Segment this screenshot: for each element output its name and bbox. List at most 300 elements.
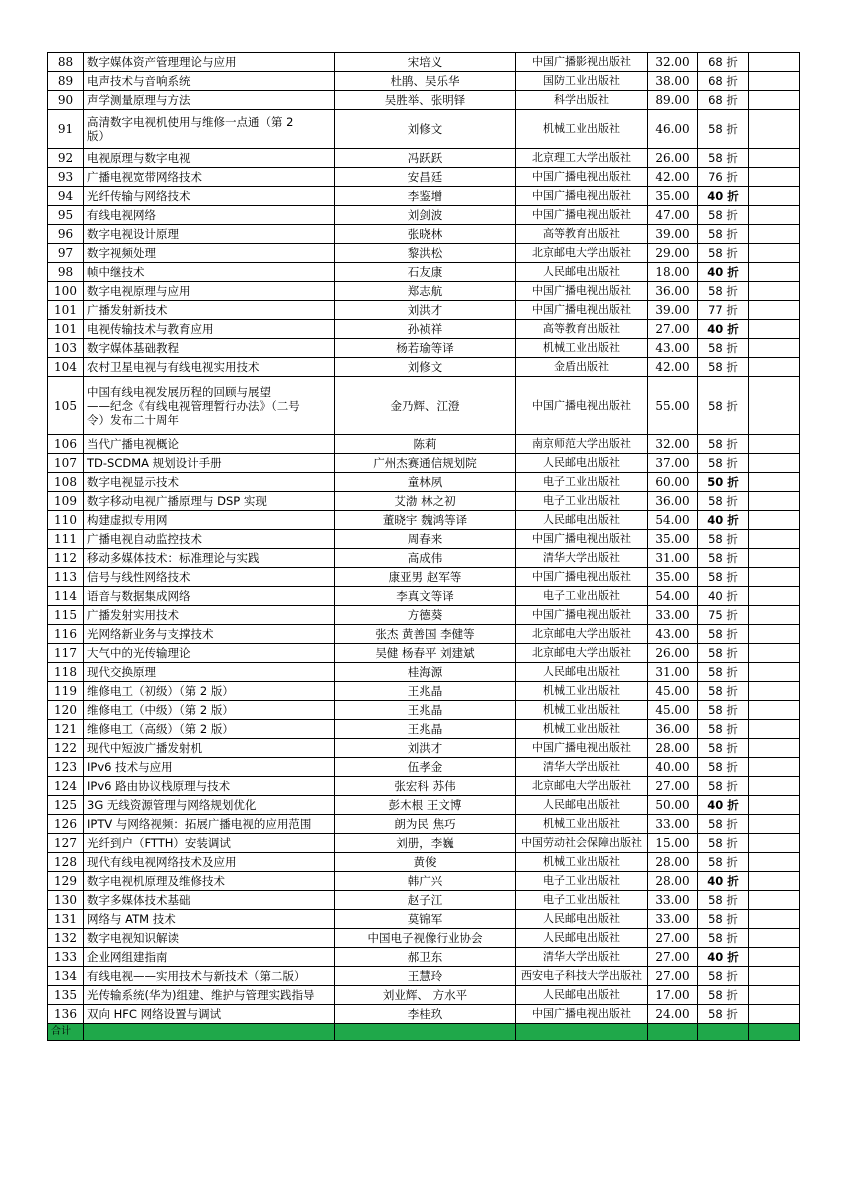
table-row — [48, 377, 800, 435]
book-title-line: 大气中的光传输理论 — [87, 646, 191, 660]
book-publisher: 人民邮电出版社 — [516, 910, 648, 929]
row-number: 128 — [48, 853, 84, 872]
book-publisher: 北京邮电大学出版社 — [516, 244, 648, 263]
book-price: 29.00 — [648, 244, 698, 263]
extra-cell — [749, 72, 800, 91]
book-author: 刘洪才 — [335, 301, 516, 320]
row-number: 133 — [48, 948, 84, 967]
table-row — [48, 244, 800, 263]
book-publisher: 电子工业出版社 — [516, 587, 648, 606]
book-title — [84, 891, 335, 910]
book-publisher: 人民邮电出版社 — [516, 454, 648, 473]
book-author: 赵子江 — [335, 891, 516, 910]
book-author: 黄俊 — [335, 853, 516, 872]
book-author: 刘修文 — [335, 110, 516, 149]
book-discount: 58 折 — [698, 339, 749, 358]
book-title — [84, 625, 335, 644]
book-title — [84, 435, 335, 454]
book-author: 冯跃跃 — [335, 149, 516, 168]
row-number: 98 — [48, 263, 84, 282]
book-title — [84, 872, 335, 891]
book-price: 26.00 — [648, 149, 698, 168]
book-price: 18.00 — [648, 263, 698, 282]
book-title-line: 现代有线电视网络技术及应用 — [87, 855, 237, 869]
table-row — [48, 263, 800, 282]
book-title — [84, 91, 335, 110]
book-title — [84, 206, 335, 225]
book-title-line: 网络与 ATM 技术 — [87, 912, 176, 926]
book-author: 高成伟 — [335, 549, 516, 568]
extra-cell — [749, 492, 800, 511]
row-number: 111 — [48, 530, 84, 549]
book-discount: 58 折 — [698, 377, 749, 435]
row-number: 116 — [48, 625, 84, 644]
book-title-line: 数字电视显示技术 — [87, 475, 179, 489]
extra-cell — [749, 777, 800, 796]
book-title-line: 声学测量原理与方法 — [87, 93, 191, 107]
book-title-line: 维修电工（高级）（第 2 版） — [87, 722, 234, 736]
extra-cell — [749, 168, 800, 187]
table-row — [48, 282, 800, 301]
book-discount: 58 折 — [698, 435, 749, 454]
book-price: 46.00 — [648, 110, 698, 149]
table-row — [48, 549, 800, 568]
extra-cell — [749, 891, 800, 910]
book-discount: 58 折 — [698, 454, 749, 473]
extra-cell — [749, 511, 800, 530]
book-discount: 58 折 — [698, 492, 749, 511]
extra-cell — [749, 568, 800, 587]
book-title-line: 光传输系统(华为)组建、维护与管理实践指导 — [87, 988, 315, 1002]
book-price: 27.00 — [648, 929, 698, 948]
table-row — [48, 929, 800, 948]
book-title — [84, 796, 335, 815]
table-row — [48, 339, 800, 358]
book-author: 刘洪才 — [335, 739, 516, 758]
book-price: 89.00 — [648, 91, 698, 110]
table-row — [48, 320, 800, 339]
book-price: 54.00 — [648, 511, 698, 530]
book-price: 36.00 — [648, 282, 698, 301]
book-publisher: 中国广播电视出版社 — [516, 377, 648, 435]
table-row — [48, 853, 800, 872]
book-title-line: 数字电视设计原理 — [87, 227, 179, 241]
table-body — [48, 53, 800, 1041]
book-title-line: 语音与数据集成网络 — [87, 589, 191, 603]
book-title — [84, 967, 335, 986]
book-title-line: 中国有线电视发展历程的回顾与展望 — [87, 384, 271, 399]
book-discount: 58 折 — [698, 739, 749, 758]
book-title — [84, 853, 335, 872]
book-publisher: 机械工业出版社 — [516, 701, 648, 720]
book-title-line: 维修电工（初级）（第 2 版） — [87, 684, 234, 698]
table-row — [48, 739, 800, 758]
extra-cell — [749, 796, 800, 815]
book-title — [84, 910, 335, 929]
book-price: 27.00 — [648, 967, 698, 986]
book-discount: 58 折 — [698, 815, 749, 834]
book-discount: 58 折 — [698, 853, 749, 872]
book-author: 彭木根 王文博 — [335, 796, 516, 815]
book-publisher: 中国广播影视出版社 — [516, 53, 648, 72]
total-label: 合计 — [48, 1024, 84, 1041]
book-title-line: IPv6 技术与应用 — [87, 760, 173, 774]
row-number: 119 — [48, 682, 84, 701]
book-author: 周春来 — [335, 530, 516, 549]
book-author: 王兆晶 — [335, 701, 516, 720]
book-title-line: 电声技术与音响系统 — [87, 74, 191, 88]
extra-cell — [749, 244, 800, 263]
extra-cell — [749, 206, 800, 225]
table-row — [48, 834, 800, 853]
row-number: 117 — [48, 644, 84, 663]
extra-cell — [749, 853, 800, 872]
book-discount: 40 折 — [698, 263, 749, 282]
table-row — [48, 986, 800, 1005]
book-title — [84, 149, 335, 168]
book-publisher: 中国广播电视出版社 — [516, 187, 648, 206]
book-price: 37.00 — [648, 454, 698, 473]
book-title — [84, 549, 335, 568]
extra-cell — [749, 377, 800, 435]
table-row — [48, 110, 800, 149]
row-number: 125 — [48, 796, 84, 815]
book-publisher: 北京邮电大学出版社 — [516, 625, 648, 644]
total-empty-cell — [749, 1024, 800, 1041]
book-price: 17.00 — [648, 986, 698, 1005]
row-number: 112 — [48, 549, 84, 568]
book-publisher: 北京邮电大学出版社 — [516, 777, 648, 796]
book-title-line: 信号与线性网络技术 — [87, 570, 191, 584]
book-author: 石友康 — [335, 263, 516, 282]
book-discount: 58 折 — [698, 682, 749, 701]
book-discount: 58 折 — [698, 663, 749, 682]
table-row — [48, 1005, 800, 1024]
book-author: 刘册，李巍 — [335, 834, 516, 853]
extra-cell — [749, 473, 800, 492]
table-row — [48, 625, 800, 644]
book-discount: 40 折 — [698, 587, 749, 606]
book-title — [84, 492, 335, 511]
book-publisher: 中国广播电视出版社 — [516, 301, 648, 320]
extra-cell — [749, 606, 800, 625]
book-publisher: 清华大学出版社 — [516, 948, 648, 967]
book-title — [84, 454, 335, 473]
book-author: 宋培义 — [335, 53, 516, 72]
extra-cell — [749, 225, 800, 244]
book-title-line: ——纪念《有线电视管理暂行办法》（二号 — [87, 398, 300, 413]
book-price: 26.00 — [648, 644, 698, 663]
book-price: 42.00 — [648, 358, 698, 377]
book-author: 童林夙 — [335, 473, 516, 492]
book-author: 刘修文 — [335, 358, 516, 377]
book-title — [84, 701, 335, 720]
row-number: 122 — [48, 739, 84, 758]
book-discount: 68 折 — [698, 53, 749, 72]
book-author: 桂海源 — [335, 663, 516, 682]
total-empty-cell — [648, 1024, 698, 1041]
book-discount: 58 折 — [698, 758, 749, 777]
book-discount: 58 折 — [698, 986, 749, 1005]
book-author: 吴胜举、张明铎 — [335, 91, 516, 110]
book-price: 43.00 — [648, 339, 698, 358]
book-publisher: 中国广播电视出版社 — [516, 606, 648, 625]
book-publisher: 人民邮电出版社 — [516, 986, 648, 1005]
book-price: 47.00 — [648, 206, 698, 225]
extra-cell — [749, 644, 800, 663]
book-author: 郝卫东 — [335, 948, 516, 967]
book-title-line: 现代中短波广播发射机 — [87, 741, 202, 755]
book-title — [84, 929, 335, 948]
book-title — [84, 473, 335, 492]
extra-cell — [749, 701, 800, 720]
book-title — [84, 511, 335, 530]
row-number: 115 — [48, 606, 84, 625]
book-title-line: 帧中继技术 — [87, 265, 145, 279]
book-discount: 50 折 — [698, 473, 749, 492]
book-publisher: 人民邮电出版社 — [516, 929, 648, 948]
book-title — [84, 72, 335, 91]
table-row — [48, 149, 800, 168]
table-row — [48, 777, 800, 796]
book-price: 35.00 — [648, 187, 698, 206]
book-publisher: 机械工业出版社 — [516, 815, 648, 834]
book-discount: 40 折 — [698, 320, 749, 339]
row-number: 126 — [48, 815, 84, 834]
book-title — [84, 815, 335, 834]
extra-cell — [749, 149, 800, 168]
book-title-line: 数字媒体基础教程 — [87, 341, 179, 355]
book-discount: 58 折 — [698, 282, 749, 301]
row-number: 121 — [48, 720, 84, 739]
extra-cell — [749, 263, 800, 282]
extra-cell — [749, 110, 800, 149]
book-publisher: 机械工业出版社 — [516, 110, 648, 149]
book-title — [84, 663, 335, 682]
book-title-line: 数字移动电视广播原理与 DSP 实现 — [87, 494, 267, 508]
extra-cell — [749, 758, 800, 777]
extra-cell — [749, 435, 800, 454]
book-publisher: 电子工业出版社 — [516, 891, 648, 910]
book-discount: 58 折 — [698, 110, 749, 149]
row-number: 123 — [48, 758, 84, 777]
book-title-line: 现代交换原理 — [87, 665, 156, 679]
table-row — [48, 53, 800, 72]
book-author: 韩广兴 — [335, 872, 516, 891]
book-publisher: 中国广播电视出版社 — [516, 530, 648, 549]
book-publisher: 中国广播电视出版社 — [516, 1005, 648, 1024]
table-row — [48, 701, 800, 720]
table-row — [48, 187, 800, 206]
book-price: 31.00 — [648, 549, 698, 568]
table-row — [48, 815, 800, 834]
total-empty-cell — [84, 1024, 335, 1041]
extra-cell — [749, 53, 800, 72]
book-price: 33.00 — [648, 891, 698, 910]
book-title — [84, 320, 335, 339]
book-author: 金乃辉、江澄 — [335, 377, 516, 435]
table-row — [48, 225, 800, 244]
book-title-line: 电视传输技术与教育应用 — [87, 322, 214, 336]
book-title — [84, 834, 335, 853]
book-title — [84, 568, 335, 587]
extra-cell — [749, 872, 800, 891]
book-author: 杨若瑜等译 — [335, 339, 516, 358]
book-discount: 58 折 — [698, 720, 749, 739]
row-number: 101 — [48, 320, 84, 339]
book-title-line: 高清数字电视机使用与维修一点通（第 2 — [87, 115, 294, 129]
book-publisher: 人民邮电出版社 — [516, 663, 648, 682]
extra-cell — [749, 663, 800, 682]
extra-cell — [749, 91, 800, 110]
book-author: 张宏科 苏伟 — [335, 777, 516, 796]
table-row — [48, 758, 800, 777]
extra-cell — [749, 358, 800, 377]
total-empty-cell — [335, 1024, 516, 1041]
table-row — [48, 948, 800, 967]
table-row — [48, 435, 800, 454]
book-title-line: TD-SCDMA 规划设计手册 — [87, 456, 222, 470]
book-discount: 58 折 — [698, 644, 749, 663]
book-title — [84, 720, 335, 739]
book-discount: 68 折 — [698, 91, 749, 110]
book-author: 王兆晶 — [335, 682, 516, 701]
book-price: 38.00 — [648, 72, 698, 91]
extra-cell — [749, 967, 800, 986]
row-number: 106 — [48, 435, 84, 454]
book-discount: 58 折 — [698, 929, 749, 948]
book-discount: 58 折 — [698, 967, 749, 986]
extra-cell — [749, 815, 800, 834]
book-author: 刘剑波 — [335, 206, 516, 225]
book-title-line: 令）发布二十周年 — [87, 412, 179, 427]
book-title-line: 双向 HFC 网络设置与调试 — [87, 1007, 222, 1021]
total-empty-cell — [698, 1024, 749, 1041]
book-publisher: 电子工业出版社 — [516, 473, 648, 492]
row-number: 96 — [48, 225, 84, 244]
book-discount: 76 折 — [698, 168, 749, 187]
book-publisher: 电子工业出版社 — [516, 492, 648, 511]
book-price: 39.00 — [648, 301, 698, 320]
row-number: 97 — [48, 244, 84, 263]
book-discount: 40 折 — [698, 511, 749, 530]
book-price: 15.00 — [648, 834, 698, 853]
table-row — [48, 492, 800, 511]
book-title — [84, 301, 335, 320]
book-discount: 40 折 — [698, 872, 749, 891]
book-discount: 58 折 — [698, 910, 749, 929]
book-title-line: 版） — [87, 129, 110, 143]
row-number: 134 — [48, 967, 84, 986]
book-discount: 58 折 — [698, 358, 749, 377]
book-author: 李鉴增 — [335, 187, 516, 206]
row-number: 95 — [48, 206, 84, 225]
extra-cell — [749, 454, 800, 473]
book-price: 50.00 — [648, 796, 698, 815]
book-publisher: 人民邮电出版社 — [516, 511, 648, 530]
extra-cell — [749, 910, 800, 929]
table-row — [48, 358, 800, 377]
book-author: 刘业辉、 方水平 — [335, 986, 516, 1005]
book-title-line: 电视原理与数字电视 — [87, 151, 191, 165]
book-title — [84, 225, 335, 244]
book-price: 32.00 — [648, 435, 698, 454]
book-discount: 40 折 — [698, 187, 749, 206]
table-row — [48, 511, 800, 530]
book-discount: 58 折 — [698, 244, 749, 263]
row-number: 105 — [48, 377, 84, 435]
book-price: 28.00 — [648, 872, 698, 891]
book-price: 54.00 — [648, 587, 698, 606]
book-author: 广州杰赛通信规划院 — [335, 454, 516, 473]
book-price: 33.00 — [648, 815, 698, 834]
book-author: 陈莉 — [335, 435, 516, 454]
extra-cell — [749, 948, 800, 967]
book-title — [84, 739, 335, 758]
row-number: 135 — [48, 986, 84, 1005]
book-title — [84, 187, 335, 206]
book-price: 27.00 — [648, 777, 698, 796]
extra-cell — [749, 834, 800, 853]
book-title-line: 有线电视网络 — [87, 208, 156, 222]
book-publisher: 西安电子科技大学出版社 — [516, 967, 648, 986]
row-number: 132 — [48, 929, 84, 948]
book-title — [84, 110, 335, 149]
row-number: 109 — [48, 492, 84, 511]
book-price: 60.00 — [648, 473, 698, 492]
book-author: 董晓宇 魏鸿等译 — [335, 511, 516, 530]
book-publisher: 机械工业出版社 — [516, 339, 648, 358]
book-title-line: 构建虚拟专用网 — [87, 513, 168, 527]
row-number: 94 — [48, 187, 84, 206]
book-publisher: 中国广播电视出版社 — [516, 739, 648, 758]
book-author: 吴健 杨春平 刘建斌 — [335, 644, 516, 663]
book-price: 33.00 — [648, 606, 698, 625]
book-author: 安昌廷 — [335, 168, 516, 187]
book-discount: 58 折 — [698, 549, 749, 568]
book-discount: 58 折 — [698, 149, 749, 168]
book-price: 45.00 — [648, 701, 698, 720]
book-price: 45.00 — [648, 682, 698, 701]
table-row — [48, 91, 800, 110]
book-publisher: 高等教育出版社 — [516, 225, 648, 244]
book-publisher: 北京邮电大学出版社 — [516, 644, 648, 663]
book-author: 杜鹃、吴乐华 — [335, 72, 516, 91]
book-author: 张晓林 — [335, 225, 516, 244]
row-number: 124 — [48, 777, 84, 796]
row-number: 90 — [48, 91, 84, 110]
book-title — [84, 1005, 335, 1024]
book-title — [84, 606, 335, 625]
row-number: 127 — [48, 834, 84, 853]
book-price: 43.00 — [648, 625, 698, 644]
book-publisher: 人民邮电出版社 — [516, 263, 648, 282]
table-row — [48, 720, 800, 739]
book-discount: 77 折 — [698, 301, 749, 320]
book-title — [84, 530, 335, 549]
book-publisher: 机械工业出版社 — [516, 682, 648, 701]
book-title-line: 数字电视机原理及维修技术 — [87, 874, 225, 888]
book-publisher: 国防工业出版社 — [516, 72, 648, 91]
book-title-line: 广播电视自动监控技术 — [87, 532, 202, 546]
book-title-line: 数字视频处理 — [87, 246, 156, 260]
book-title — [84, 282, 335, 301]
row-number: 136 — [48, 1005, 84, 1024]
book-price: 28.00 — [648, 853, 698, 872]
row-number: 93 — [48, 168, 84, 187]
book-author: 艾渤 林之初 — [335, 492, 516, 511]
book-title — [84, 758, 335, 777]
